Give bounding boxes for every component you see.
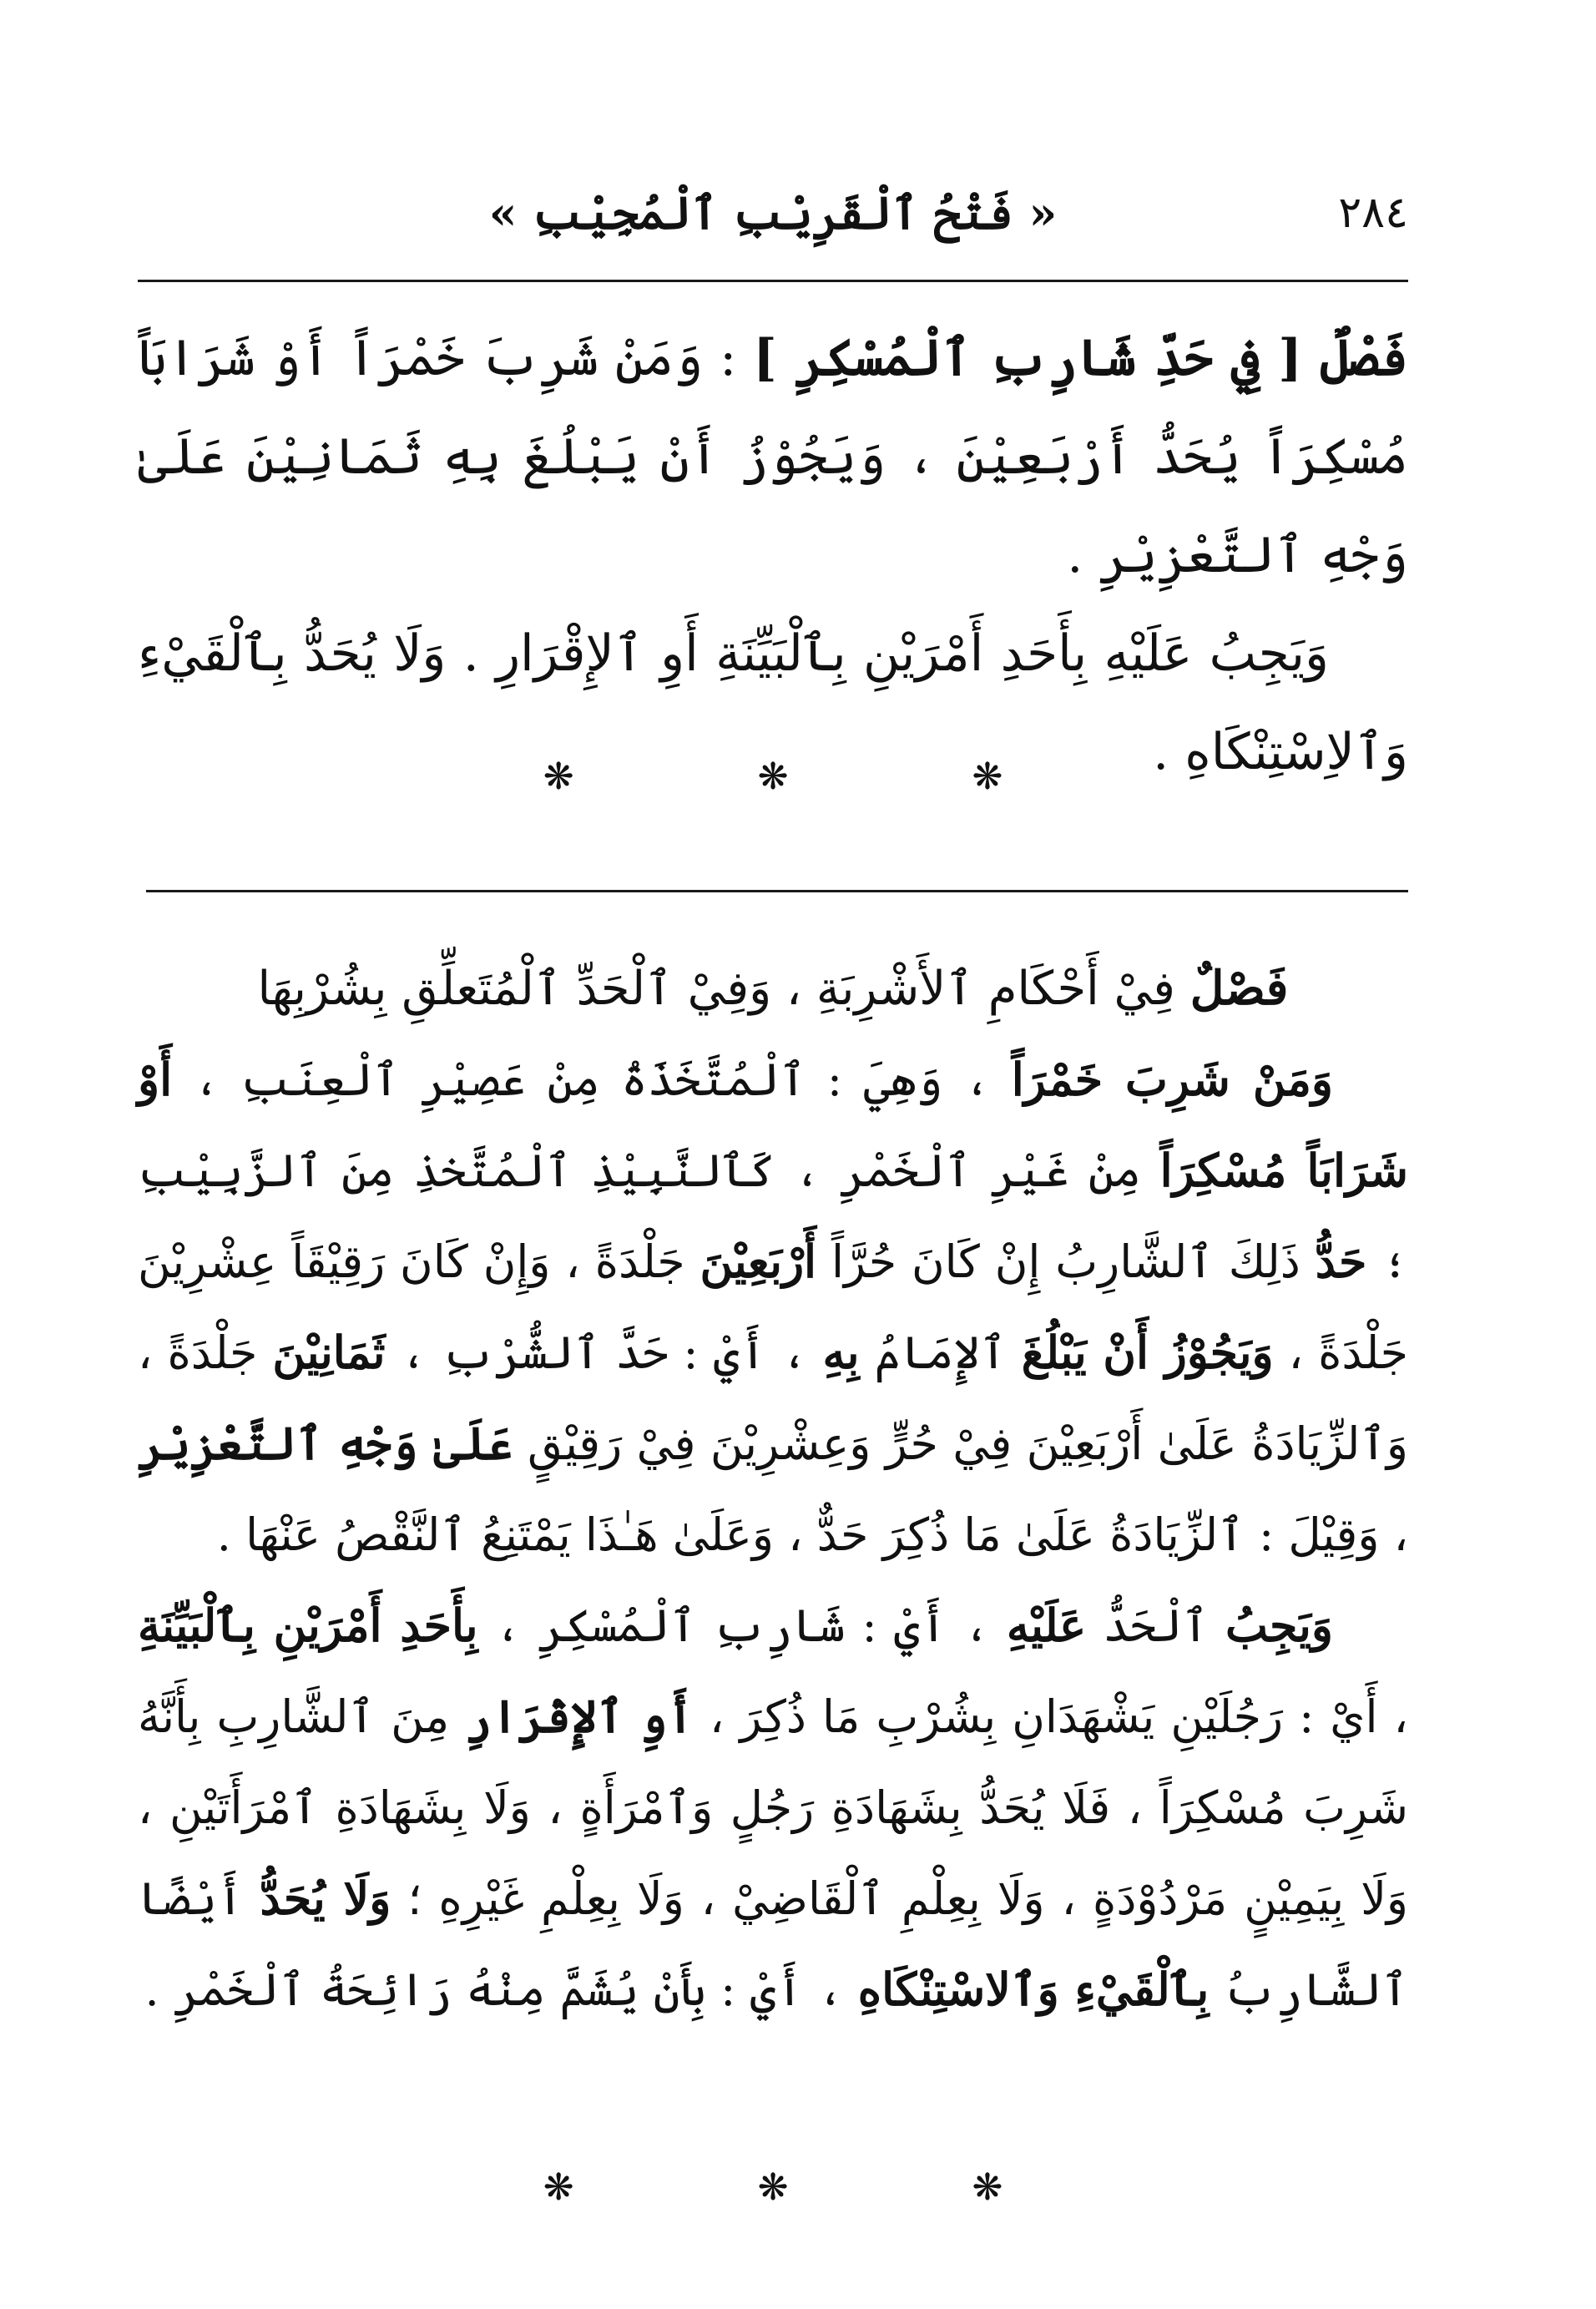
matn-quote: أَرْبَعِيْنَ: [700, 1235, 817, 1288]
footnote-separator-rule: [146, 890, 1408, 892]
section-divider-stars: [138, 755, 1408, 798]
commentary-text: [138, 943, 1408, 2035]
commentary-text-run: ، وَهِيَ : ٱلْمُتَّخَذَةُ مِنْ عَصِيْرِ ٱلْعِنَبِ ،: [193, 1053, 991, 1106]
commentary-text-run: ذَلِكَ ٱلشَّارِبُ إِنْ كَانَ حُرَّاً: [831, 1235, 1301, 1288]
matn-quote: وَمَنْ شَرِبَ خَمْرَاً: [1011, 1053, 1334, 1106]
matn-quote: أَوْ شَرَابَاً مُسْكِرَاً: [138, 1053, 1409, 1197]
commentary-text-run: ٱلإِمَامُ: [874, 1326, 1007, 1379]
matn-paragraph-2: وَيَجِبُ عَلَيْهِ بِأَحَدِ أَمْرَيْنِ بِٱلْبَيِّنَةِ أَوِ ٱلإِقْرَارِ . وَلَا يُحَدُّ بِٱلْقَيْءِ وَٱلاِسْتِنْكَاهِ .: [138, 624, 1408, 781]
matn-quote: وَيَجِبُ: [1225, 1599, 1333, 1652]
book-title: « فَتْحُ ٱلْقَرِيْبِ ٱلْمُجِيْبِ »: [488, 186, 1058, 240]
star-ornament: ❋: [972, 755, 1003, 798]
matn-quote: أَوِ ٱلإِقْرَارِ: [465, 1690, 694, 1743]
matn-quote: وَلَا يُحَدُّ: [260, 1872, 391, 1925]
matn-quote: عَلَيْهِ: [1006, 1599, 1087, 1652]
running-header: [138, 171, 1408, 263]
commentary-text-run: ، أَيْ : حَدَّ ٱلشُّرْبِ ،: [400, 1326, 808, 1379]
matn-quote: وَيَجُوْزُ أَنْ يَبْلُغَ: [1021, 1326, 1274, 1379]
commentary-text-run: ، أَيْ : رَجُلَيْنِ يَشْهَدَانِ بِشُرْبِ مَا ذُكِرَ ،: [709, 1690, 1408, 1743]
star-ornament: ❋: [757, 2166, 789, 2209]
matn-paragraph-1: [138, 309, 1408, 604]
matn-quote: حَدُّ: [1315, 1235, 1367, 1288]
commentary-text-run: مِنْ غَيْرِ ٱلْخَمْرِ ، كَٱلنَّبِيْذِ ٱلْمُتَّخذِ مِنَ ٱلزَّبِيْبِ ؛: [138, 1144, 1408, 1288]
commentary-heading-rest: فِيْ أَحْكَامِ ٱلأَشْرِبَةِ ، وَفِيْ ٱلْحَدِّ ٱلْمُتَعلِّقِ بِشُرْبِهَا: [257, 962, 1175, 1016]
star-ornament: ❋: [757, 755, 789, 798]
commentary-text-run: ٱلْحَدُّ: [1103, 1599, 1209, 1652]
matn-text: [138, 309, 1408, 801]
matn-quote: بِأَحَدِ أَمْرَيْنِ بِٱلْبَيِّنَةِ: [138, 1599, 478, 1652]
section-divider-stars: [138, 2166, 1408, 2209]
matn-heading: فَصْلٌ [ فِي حَدِّ شَارِبِ ٱلْمُسْكِرِ ]: [753, 329, 1409, 387]
matn-quote: بِهِ: [822, 1326, 860, 1379]
commentary-heading: [138, 943, 1408, 1034]
star-ornament: ❋: [543, 755, 574, 798]
commentary-text-run: ، وَقِيْلَ : ٱلزِّيَادَةُ عَلَىٰ مَا ذُكِرَ حَدٌّ ، وَعَلَىٰ هَـٰذَا يَمْتَنِعُ ٱلنَّقْصُ عَنْهَا .: [216, 1508, 1408, 1561]
header-rule: [138, 280, 1408, 282]
matn-paragraph-1-text: : وَمَنْ شَرِبَ خَمْرَاً أَوْ شَرَابَاً مُسْكِرَاً يُحَدُّ أَرْبَعِيْنَ ، وَيَجُوْزُ أَنْ يَبْلُغَ بِهِ ثَمَانِيْنَ عَلَىٰ وَجْهِ ٱلتَّعْزِيْرِ .: [138, 329, 1408, 584]
commentary-text-run: جَلْدَةً ، وَإِنْ كَانَ رَقِيْقَاً عِشْرِيْنَ جَلْدَةً ،: [138, 1235, 1409, 1379]
commentary-text-run: مِنَ ٱلشَّارِبِ بِأَنَّهُ شَرِبَ مُسْكِرَاً ، فَلَا يُحَدُّ بِشَهَادَةِ رَجُلٍ وَٱمْرَأَةٍ ، وَلَا بِشَهَادَةِ ٱمْرَأَتَيْنِ ، وَلَا بِيَمِيْنٍ مَرْدُوْدَةٍ ، وَلَا بِعِلْمِ ٱلْقَاضِيْ ، وَلَا بِعِلْمِ غَيْرِهِ ؛: [138, 1690, 1408, 1925]
commentary-paragraph-1: [138, 1034, 1408, 1580]
star-ornament: ❋: [543, 2166, 574, 2209]
page-number: ٢٨٤: [1338, 188, 1408, 238]
commentary-text-run: جَلْدَةً ، وَٱلزِّيَادَةُ عَلَىٰ أَرْبَعِيْنَ فِيْ حُرٍّ وَعِشْرِيْنَ فِيْ رَقِيْقٍ: [138, 1326, 1408, 1470]
matn-quote: بِٱلْقَيْءِ وَٱلاسْتِنْكَاهِ: [857, 1963, 1210, 2016]
commentary-text-run: ، أَيْ : بِأَنْ يُشَمَّ مِنْهُ رَائِحَةُ ٱلْخَمْرِ .: [144, 1963, 844, 2016]
commentary-paragraph-2: [138, 1580, 1408, 2035]
star-ornament: ❋: [972, 2166, 1003, 2209]
commentary-heading-bold: فَصْلٌ: [1189, 961, 1289, 1016]
matn-quote: ثَمَانِيْنَ: [272, 1326, 386, 1379]
commentary-text-run: ، أَيْ : شَارِبِ ٱلْمُسْكِرِ ،: [494, 1599, 990, 1652]
matn-quote: عَلَىٰ وَجْهِ ٱلتَّعْزِيْرِ: [138, 1417, 513, 1470]
commentary-text-run: أَيْضًا ٱلشَّارِبُ: [138, 1872, 1408, 2016]
